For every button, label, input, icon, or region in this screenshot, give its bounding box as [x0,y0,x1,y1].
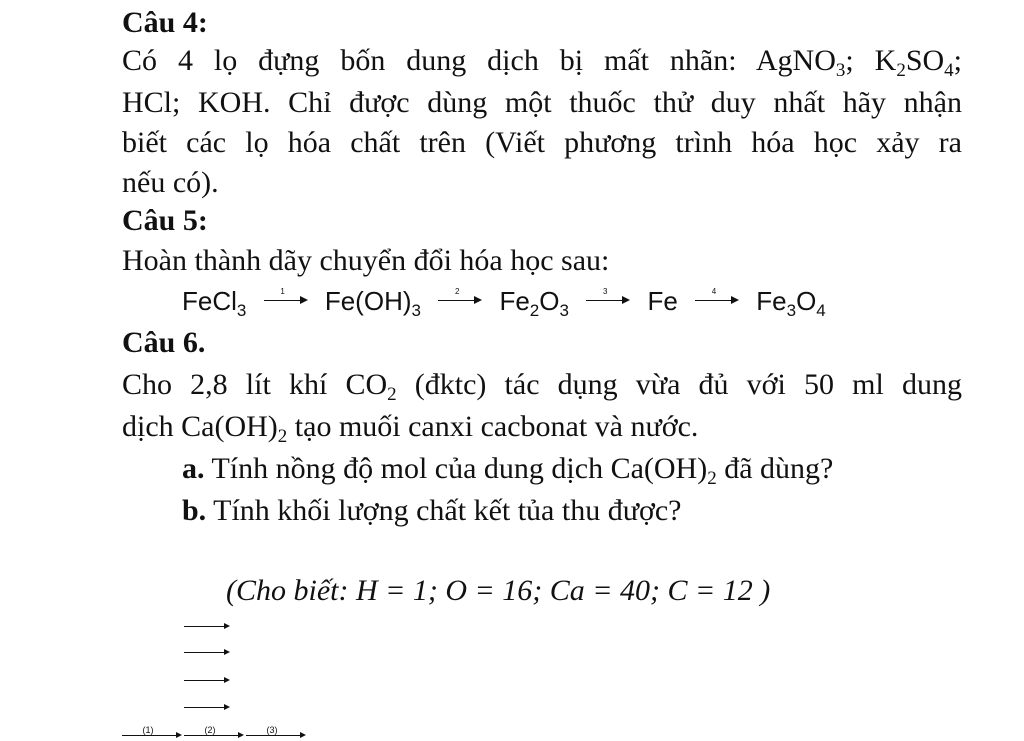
chain-arrow-2: 2 [438,293,482,307]
chain-fe3o4: $Fe_3O_4$ [756,286,826,320]
q6-line-2: dịch $Ca(OH)_2$ tạo muối canxi cacbonat và nước. [122,410,699,447]
q6-heading: Câu 6. [122,326,206,359]
chain-arrow-4: 4 [695,293,739,307]
q4-line-1: Có 4 lọ đựng bốn dung dịch bị mất nhãn: AgNO$_3$; $K_2SO_4$; [122,44,963,81]
q4-heading: Câu 4: [122,6,208,39]
q5-intro: Hoàn thành dãy chuyển đổi hóa học sau: [122,244,610,277]
q6-part-a: a. Tính nồng độ mol của dung dịch $Ca(OH)_2$ đã dùng? [182,452,834,489]
q6-atomic-mass-note: (Cho biết: H = 1; O = 16; Ca = 40; C = 12 ) [226,574,771,607]
chain-fe2o3: $Fe_2O_3$ [499,286,569,320]
q4-line-2: HCl; KOH. Chỉ được dùng một thuốc thử duy nhất hãy nhận [122,86,962,119]
q5-heading: Câu 5: [122,204,208,237]
stray-arrow-4 [184,703,230,711]
chain-arrow-1: 1 [264,293,308,307]
q4-line-3: biết các lọ hóa chất trên (Viết phương trình hóa học xảy ra [122,126,962,159]
q4-line-4: nếu có). [122,166,219,199]
q5-chain [182,286,826,320]
stray-arrow-2 [184,648,230,656]
chain-arrow-3: 3 [586,293,630,307]
numbered-arrow-3: (3) [246,726,306,740]
stray-arrow-1 [184,622,230,630]
q6-part-b: b. Tính khối lượng chất kết tủa thu được? [182,494,682,527]
stray-arrow-3 [184,676,230,684]
chain-feoh3: $Fe(OH)_3$ [324,286,421,320]
q6-line-1: Cho 2,8 lít khí $CO_2$ (đktc) tác dụng vừa đủ với 50 ml dung [122,368,962,405]
numbered-arrow-2: (2) [184,726,244,740]
chain-fecl3: FeCl$_3$ [182,286,247,320]
numbered-arrow-1: (1) [122,726,182,740]
chain-fe: Fe [647,286,678,316]
